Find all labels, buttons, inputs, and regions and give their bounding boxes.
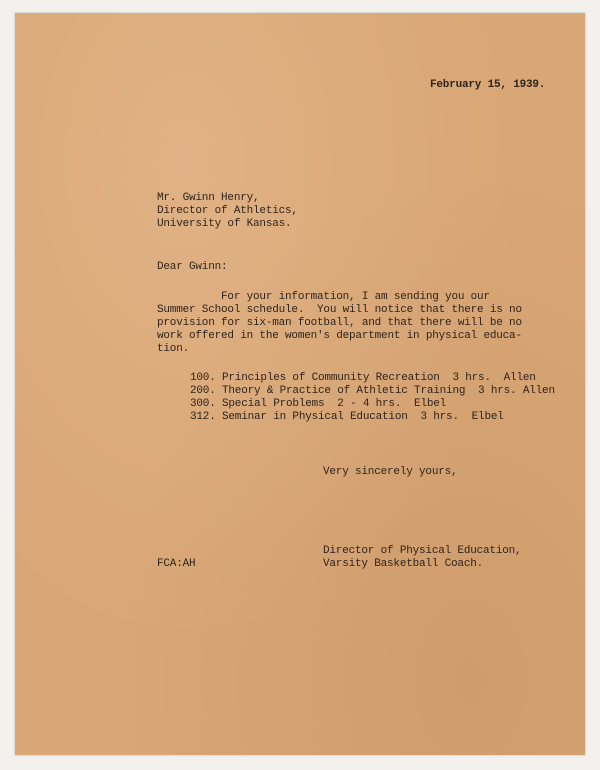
recipient-line: Director of Athletics, [157,205,298,217]
recipient-line: Mr. Gwinn Henry, [157,192,260,204]
body-line: work offered in the women's department in physical educa- [157,330,522,342]
body-line: Summer School schedule. You will notice that there is no [157,304,522,316]
course-line: 100. Principles of Community Recreation 3 hrs. Allen [190,372,536,384]
course-line: 200. Theory & Practice of Athletic Training 3 hrs. Allen [190,385,555,397]
signature-title: Director of Physical Education, [323,545,522,557]
salutation: Dear Gwinn: [157,261,228,273]
closing: Very sincerely yours, [323,466,458,478]
recipient-line: University of Kansas. [157,218,292,230]
reference-initials: FCA:AH [157,558,196,570]
letter-page [15,13,585,755]
signature-title: Varsity Basketball Coach. [323,558,484,570]
body-line: For your information, I am sending you our [157,291,490,303]
course-line: 312. Seminar in Physical Education 3 hrs. Elbel [190,411,504,423]
body-line: provision for six-man football, and that there will be no [157,317,522,329]
course-line: 300. Special Problems 2 - 4 hrs. Elbel [190,398,447,410]
body-line: tion. [157,343,190,355]
letter-date: February 15, 1939. [430,79,546,91]
